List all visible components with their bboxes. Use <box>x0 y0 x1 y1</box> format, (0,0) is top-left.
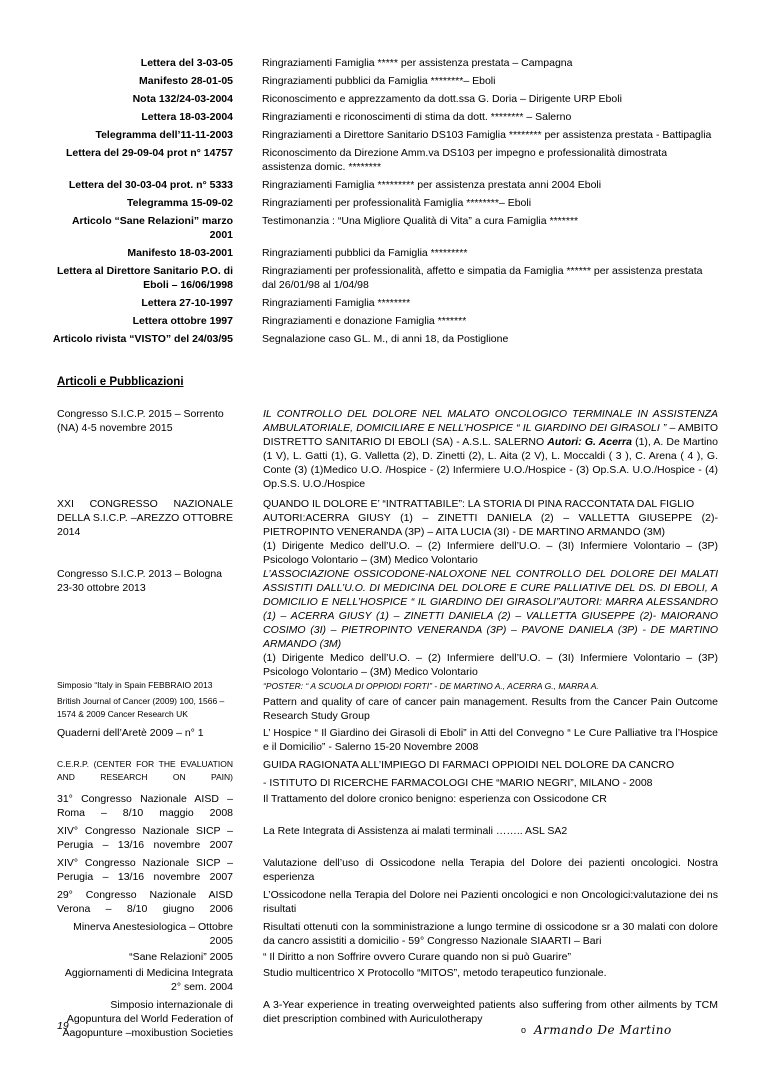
article-venue: “Sane Relazioni” 2005 <box>129 951 233 963</box>
list-item <box>50 246 718 260</box>
section-title: Articoli e Pubblicazioni <box>57 376 184 388</box>
letter-description: Ringraziamenti Famiglia ******** <box>262 297 411 309</box>
letter-description: Ringraziamenti pubblici da Famiglia ********* <box>262 247 468 259</box>
article-description: Il Trattamento del dolore cronico benigno: esperienza con Ossicodone CR <box>263 793 607 805</box>
letter-date: Nota 132/24-03-2004 <box>132 93 233 105</box>
letter-description: Ringraziamenti per professionalità Famiglia ********– Eboli <box>262 197 532 209</box>
list-item <box>57 824 718 852</box>
article-description: Studio multicentrico X Protocollo “MITOS”, metodo terapeutico funzionale. <box>263 967 607 979</box>
list-item <box>50 110 718 124</box>
article-authors-label: Autori: G. Acerra <box>547 436 632 448</box>
article-title: L’ASSOCIAZIONE OSSICODONE-NALOXONE NEL CONTROLLO DEL DOLORE DEI MALATI ASSISTITI DALL’U.O. DI MEDICINA DEL DOLORE E CURE PALLIATIVE DEL DS. DI EBOLI, A DOMICILIO E NELL’HOSPICE “ IL GIARDINO DEI GIRASOLI”AUTORI: MARRA ALESSANDRO (1) – ACERRA GIUSY (1) – ZINETTI DANIELA (2) – VALLETTA GIUSEPPE (2)- MAIORANO COSIMO (3I) – PIETROPINTO VENERANDA (3P) – PAVONE DANIELA (3P) - DE MARTINO ARMANDO (3M) <box>263 568 718 650</box>
article-venue: Congresso S.I.C.P. 2013 – Bologna 23-30 ottobre 2013 <box>57 568 223 594</box>
letter-date: Lettera 18-03-2004 <box>141 111 233 123</box>
article-authors: AUTORI:ACERRA GIUSY (1) – ZINETTI DANIELA (2) – VALLETTA GIUSEPPE (2)-PIETROPINTO VENERANDA (3P) – AITA LUCIA (3I) - DE MARTINO ARMANDO (3M) <box>263 512 718 538</box>
letter-description: Ringraziamenti Famiglia ********* per assistenza prestata anni 2004 Eboli <box>262 179 602 191</box>
articles-list <box>57 407 718 1040</box>
article-title: GUIDA RAGIONATA ALL’IMPIEGO DI FARMACI OPPIOIDI NEL DOLORE DA CANCRO <box>263 759 675 771</box>
list-item <box>57 726 718 754</box>
letter-date: Lettera 27-10-1997 <box>141 297 233 309</box>
list-item <box>57 966 718 994</box>
letter-description: Segnalazione caso GL. M., di anni 18, da Postiglione <box>262 333 509 345</box>
article-roles: (1) Dirigente Medico dell’U.O. – (2) Infermiere dell’U.O. – (3I) Infermiere Volontario – (3P) Psicologo Volontario – (3M) Medico Volontario <box>263 540 718 566</box>
list-item <box>50 314 718 328</box>
article-description: La Rete Integrata di Assistenza ai malati terminali …….. ASL SA2 <box>263 825 568 837</box>
letter-date: Manifesto 28-01-05 <box>139 75 233 87</box>
letter-date: Lettera del 30-03-04 prot. n° 5333 <box>68 179 233 191</box>
letter-date: Lettera del 3-03-05 <box>140 57 233 69</box>
list-item <box>50 296 718 310</box>
list-item <box>57 695 718 723</box>
article-venue: XIV° Congresso Nazionale SICP – Perugia – 13/16 novembre 2007 <box>57 825 233 851</box>
letter-description: Ringraziamenti pubblici da Famiglia ********– Eboli <box>262 75 496 87</box>
letter-description: Ringraziamenti per professionalità, affetto e simpatia da Famiglia ****** per assistenza prestata dal 26/01/98 al 1/04/98 <box>262 265 703 291</box>
article-venue: Aggiornamenti di Medicina Integrata 2° sem. 2004 <box>64 967 233 993</box>
article-venue: British Journal of Cancer (2009) 100, 1566 – 1574 & 2009 Cancer Research UK <box>57 696 225 719</box>
article-description: Valutazione dell’uso di Ossicodone nella Terapia del Dolore dei pazienti oncologici. Nostra esperienza <box>263 857 718 883</box>
letter-date: Telegramma dell’11-11-2003 <box>95 129 233 141</box>
article-venue: Simposio internazionale di Agopuntura del World Federation of Aagopunture –moxibustion Societies <box>62 999 233 1039</box>
article-description: A 3-Year experience in treating overweighted patients also suffering from other ailments by TCM diet prescription combined with Auriculotherapy <box>263 999 718 1025</box>
list-item <box>50 264 718 292</box>
article-title: IL CONTROLLO DEL DOLORE NEL MALATO ONCOLOGICO TERMINALE IN ASSISTENZA AMBULATORIALE, DOMICILIARE E NELL’HOSPICE “ IL GIARDINO DEI GIRASOLI ” <box>263 408 718 434</box>
article-description: L’ Hospice “ Il Giardino dei Girasoli di Eboli” in Atti del Convegno “ Le Cure Palliative tra l’Hospice e il Domicilio” - Salerno 15-20 Novembre 2008 <box>263 727 718 753</box>
letter-description: Ringraziamenti a Direttore Sanitario DS103 Famiglia ******** per assistenza prestata - Battipaglia <box>262 129 712 141</box>
letter-description: Riconoscimento da Direzione Amm.va DS103 per impegno e professionalità dimostrata assistenza domic. ******** <box>262 147 668 173</box>
article-venue: Quaderni dell’Aretè 2009 – n° 1 <box>57 727 204 739</box>
signature: Armando De Martino <box>534 1023 672 1037</box>
list-item <box>50 56 718 70</box>
letter-date: Lettera ottobre 1997 <box>132 315 233 327</box>
article-description <box>263 758 718 790</box>
signature-block <box>521 1023 672 1037</box>
letter-description: Ringraziamenti Famiglia ***** per assistenza prestata – Campagna <box>262 57 573 69</box>
letter-description: Testimonanzia : “Una Migliore Qualità di Vita” a cura Famiglia ******* <box>262 215 579 227</box>
list-item <box>50 146 718 174</box>
letter-date: Manifesto 18-03-2001 <box>127 247 233 259</box>
article-description: “ Il Diritto a non Soffrire ovvero Curare quando non si può Guarire” <box>263 951 571 963</box>
article-text: (1), A. De Martino (1 V), L. Gatti (1), G. Valletta (2), D. Zinetti (2), L. Aita (2 V), L. Moccaldi ( 3 ), C. Arena ( 4 ), G. Conte (3) (1)Medico U.O. /Hospice - (2) Infermiere U.O./Hospice - (3) Op.S.A. U.O./Hospice - (4) Op.S.S. U.O./Hospice <box>263 436 718 490</box>
article-description <box>263 567 718 679</box>
list-item <box>50 92 718 106</box>
list-item <box>50 196 718 210</box>
article-text: – AMBITO DISTRETTO SANITARIO DI EBOLI (SA) - A.S.L. SALERNO <box>263 422 718 448</box>
article-description <box>263 407 718 491</box>
letters-list <box>50 56 718 346</box>
list-item <box>50 178 718 192</box>
list-item <box>57 758 718 790</box>
list-item <box>57 567 718 679</box>
article-venue: 31° Congresso Nazionale AISD – Roma – 8/10 maggio 2008 <box>57 793 233 819</box>
article-venue: XXI CONGRESSO NAZIONALE DELLA S.I.C.P. –AREZZO OTTOBRE 2014 <box>57 498 233 538</box>
letter-date: Lettera del 29-09-04 prot n° 14757 <box>65 147 233 159</box>
bullet-icon: o <box>521 1025 527 1035</box>
article-title: QUANDO IL DOLORE E’ “INTRATTABILE”: LA STORIA DI PINA RACCONTATA DAL FIGLIO <box>263 498 695 510</box>
letter-description: Ringraziamenti e riconoscimenti di stima da dott. ******** – Salerno <box>262 111 572 123</box>
list-item <box>57 888 718 916</box>
letter-date: Articolo “Sane Relazioni” marzo 2001 <box>71 215 233 241</box>
letter-date: Lettera al Direttore Sanitario P.O. di Eboli – 16/06/1998 <box>56 265 233 291</box>
list-item <box>50 214 718 242</box>
article-description: Risultati ottenuti con la somministrazione a lungo termine di ossicodone sr a 30 malati con dolore da cancro assistiti a domicilio - 59° Congresso Nazionale SIAARTI – Bari <box>263 921 718 947</box>
article-venue: Minerva Anestesiologica – Ottobre 2005 <box>73 921 233 947</box>
list-item <box>57 407 718 491</box>
list-item <box>57 792 718 820</box>
article-venue: Congresso S.I.C.P. 2015 – Sorrento (NA) 4-5 novembre 2015 <box>57 408 224 434</box>
article-publisher: - ISTITUTO DI RICERCHE FARMACOLOGI CHE “MARIO NEGRI”, MILANO - 2008 <box>263 777 653 789</box>
list-item <box>50 128 718 142</box>
article-venue: 29° Congresso Nazionale AISD Verona – 8/10 giugno 2006 <box>57 889 233 915</box>
list-item <box>50 74 718 88</box>
article-roles: (1) Dirigente Medico dell’U.O. – (2) Infermiere dell’U.O. – (3I) Infermiere Volontario – (3P) Psicologo Volontario – (3M) Medico Volontario <box>263 652 718 678</box>
article-description <box>263 497 718 567</box>
list-item <box>57 497 718 567</box>
article-description: L’Ossicodone nella Terapia del Dolore nei Pazienti oncologici e non Oncologici:valutazione dei ns risultati <box>263 889 718 915</box>
list-item <box>50 332 718 346</box>
list-item <box>57 856 718 884</box>
article-venue: XIV° Congresso Nazionale SICP – Perugia – 13/16 novembre 2007 <box>57 857 233 883</box>
article-venue: C.E.R.P. (CENTER FOR THE EVALUATION AND RESEARCH ON PAIN) <box>57 759 233 782</box>
article-venue: Simposio “Italy in Spain FEBBRAIO 2013 <box>57 680 213 690</box>
article-description: Pattern and quality of care of cancer pain management. Results from the Cancer Pain Outcome Research Study Group <box>263 696 718 722</box>
page-number: 19 <box>57 1020 69 1032</box>
letter-description: Riconoscimento e apprezzamento da dott.ssa G. Doria – Dirigente URP Eboli <box>262 93 622 105</box>
list-item <box>57 679 718 693</box>
letter-description: Ringraziamenti e donazione Famiglia ******* <box>262 315 467 327</box>
letter-date: Telegramma 15-09-02 <box>126 197 233 209</box>
article-description: “POSTER: “ A SCUOLA DI OPPIODI FORTI” - DE MARTINO A., ACERRA G., MARRA A. <box>263 681 599 691</box>
list-item <box>57 920 718 948</box>
letter-date: Articolo rivista “VISTO” del 24/03/95 <box>52 333 233 345</box>
list-item <box>57 950 718 964</box>
